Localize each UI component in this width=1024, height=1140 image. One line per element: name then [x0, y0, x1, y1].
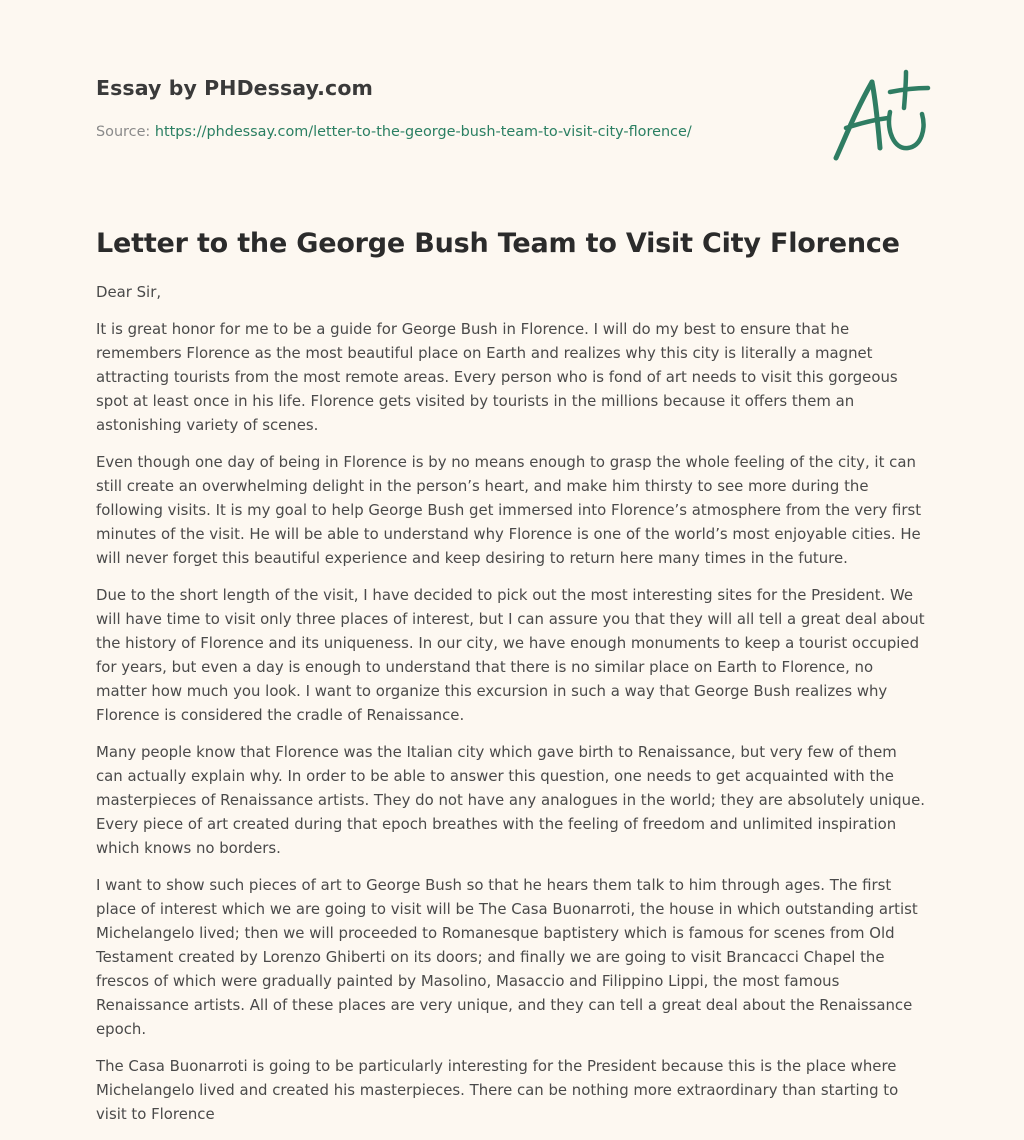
a-plus-grade-icon: [828, 68, 932, 164]
page-header: [96, 0, 928, 190]
source-line: [96, 124, 692, 140]
essay-paragraph: Dear Sir,: [96, 283, 162, 301]
essay-paragraph: I want to show such pieces of art to George Bush so that he hears them talk to him through ages. The first place of interest which we are going to visit will be The Casa Buonarroti, the house in which outstanding artist Michelangelo lived; then we will proceeded to Romanesque baptistery which is famous for scenes from Old Testament created by Lorenzo Ghiberti on its doors; and finally we are going to visit Brancacci Chapel the frescos of which were gradually painted by Masolino, Masaccio and Filippino Lippi, the most famous Renaissance artists. All of these places are very unique, and they can tell a great deal about the Renaissance epoch.: [96, 876, 918, 1038]
essay-paragraph: It is great honor for me to be a guide for George Bush in Florence. I will do my best to ensure that he remembers Florence as the most beautiful place on Earth and realizes why this city is literally a magnet attracting tourists from the most remote areas. Every person who is fond of art needs to visit this gorgeous spot at least once in his life. Florence gets visited by tourists in the millions because it offers them an astonishing variety of scenes.: [96, 320, 898, 434]
site-brand: Essay by PHDessay.com: [96, 76, 373, 100]
essay-paragraph: Even though one day of being in Florence is by no means enough to grasp the whole feeling of the city, it can still create an overwhelming delight in the person’s heart, and make him thirsty to see more during the following visits. It is my goal to help George Bush get immersed into Florence’s atmosphere from the very first minutes of the visit. He will be able to understand why Florence is one of the world’s most enjoyable cities. He will never forget this beautiful experience and keep desiring to return here many times in the future.: [96, 453, 922, 567]
source-label: Source:: [96, 124, 151, 140]
essay-paragraph: Many people know that Florence was the Italian city which gave birth to Renaissance, but very few of them can actually explain why. In order to be able to answer this question, one needs to get acquainted with the masterpieces of Renaissance artists. They do not have any analogues in the world; they are absolutely unique. Every piece of art created during that epoch breathes with the feeling of freedom and unlimited inspiration which knows no borders.: [96, 743, 925, 857]
essay-paragraph: Due to the short length of the visit, I have decided to pick out the most interesting sites for the President. We will have time to visit only three places of interest, but I can assure you that they will all tell a great deal about the history of Florence and its uniqueness. In our city, we have enough monuments to keep a tourist occupied for years, but even a day is enough to understand that there is no similar place on Earth to Florence, no matter how much you look. I want to organize this excursion in such a way that George Bush realizes why Florence is considered the cradle of Renaissance.: [96, 586, 925, 724]
essay-body: [96, 280, 928, 1126]
essay-title: Letter to the George Bush Team to Visit City Florence: [96, 228, 900, 259]
essay-paragraph: The Casa Buonarroti is going to be particularly interesting for the President because this is the place where Michelangelo lived and created his masterpieces. There can be nothing more extraordinary than starting to visit to Florence: [96, 1057, 899, 1123]
source-link[interactable]: https://phdessay.com/letter-to-the-george-bush-team-to-visit-city-florence/: [154, 124, 692, 140]
